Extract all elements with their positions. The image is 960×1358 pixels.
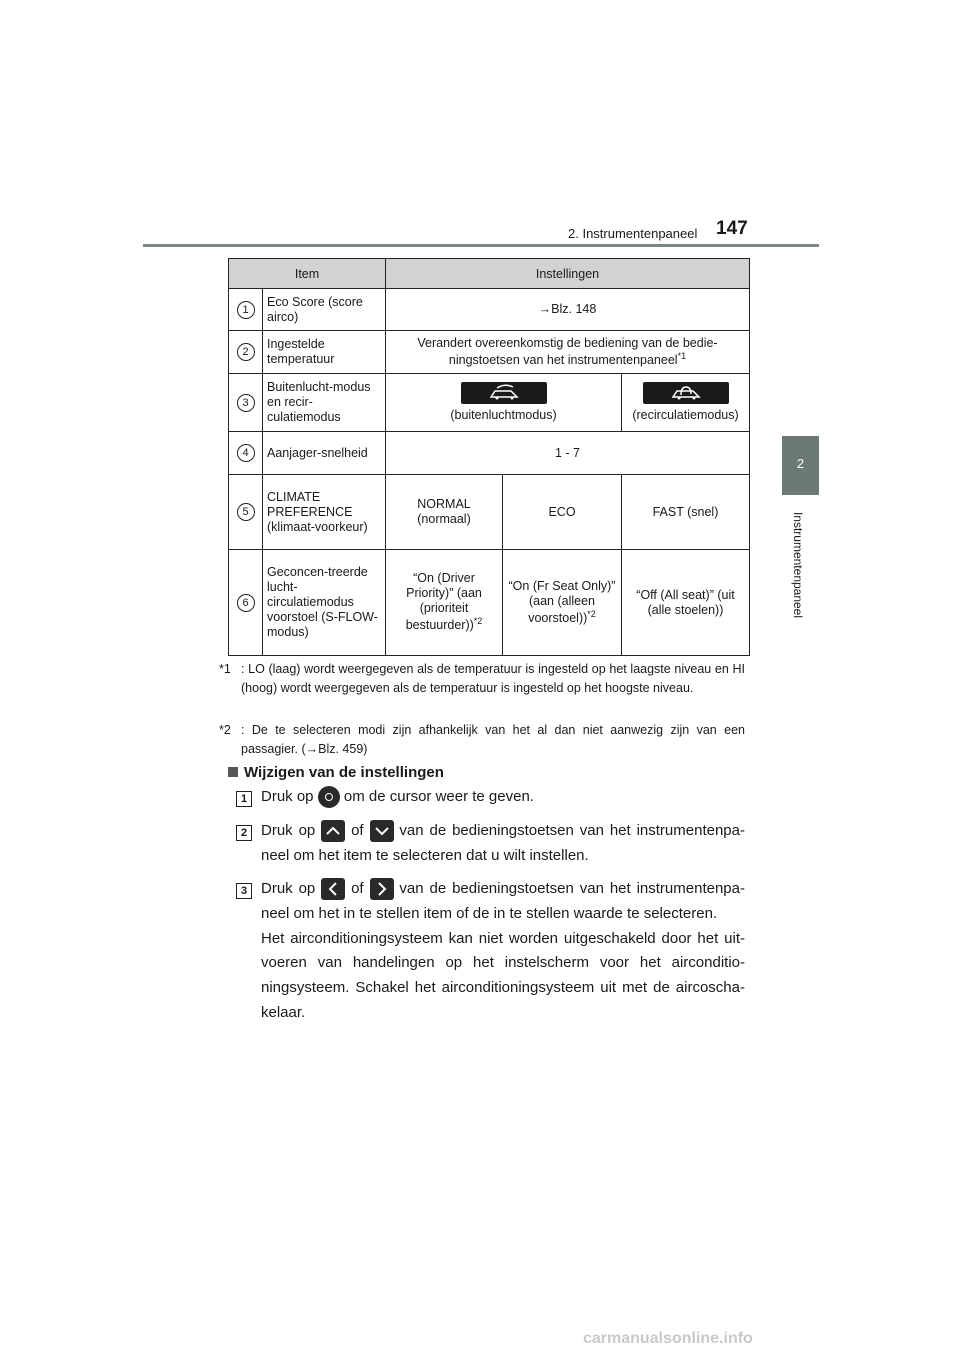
row-option-outside-air: (buitenluchtmodus) (386, 374, 622, 432)
row-option-driver-priority: “On (Driver Priority)” (aan (prioriteit bestuurder))$^{*2}$ (386, 550, 503, 656)
step-note: Het airconditioningsysteem kan niet worden uitgeschakeld door het uit-voeren van handelingen op het instelscherm voor het airconditio-ningsysteem. Schakel het airconditioningsysteem uit met de aircoscha-kelaar. (261, 929, 745, 1021)
row-value: Verandert overeenkomstig de bediening van de bedie-ningstoetsen van het instrumentenpaneel$^{*1}$ (386, 331, 750, 374)
header-rule (143, 244, 819, 247)
row-option-front-seat-only: “On (Fr Seat Only)” (aan (alleen voorstoel))$^{*2}$ (503, 550, 622, 656)
arrow-left-icon (321, 878, 345, 900)
step-number: 1 (236, 791, 252, 807)
row-item-label: Buitenlucht-modus en recir-culatiemodus (263, 374, 386, 432)
footnote-mark: *1 (219, 662, 231, 676)
column-header-item: Item (229, 259, 386, 289)
page-number: 147 (716, 218, 748, 239)
step-1: Druk op om de cursor weer te geven. (261, 785, 745, 810)
row-number-badge: 1 (237, 301, 255, 319)
row-option-normal: NORMAL (normaal) (386, 475, 503, 550)
footnote-ref: *2 (587, 608, 596, 619)
step-2: Druk op of van de bedieningstoetsen van het instrumentenpa-neel om het item te selecteren dat u wilt instellen. (261, 822, 745, 864)
header-section-title: 2. Instrumentenpaneel (568, 226, 698, 241)
table-row (229, 432, 750, 475)
footnote-1 (219, 660, 745, 699)
arrow-up-icon (321, 820, 345, 842)
row-item-label: Geconcen-treerde lucht-circulatiemodus voorstoel (S-FLOW-modus) (263, 550, 386, 656)
row-number-badge: 3 (237, 394, 255, 412)
step-3: Druk op of van de bedieningstoetsen van het instrumentenpa-neel om het in te stellen item of de in te stellen waarde te selecteren. Het airconditioningsysteem kan niet worden uitgeschakeld door het uit-voeren van handelingen op het instelscherm voor het airconditio-ningsysteem. Schakel het airconditioningsysteem uit met de aircoscha-kelaar. (261, 877, 745, 1026)
row-number-badge: 4 (237, 444, 255, 462)
table-row (229, 374, 750, 432)
row-item-label: Eco Score (score airco) (263, 289, 386, 331)
section-title: Wijzigen van de instellingen (228, 764, 444, 781)
settings-table (228, 258, 750, 656)
table-header-row (229, 259, 750, 289)
row-number-badge: 6 (237, 594, 255, 612)
row-item-label: CLIMATE PREFERENCE (klimaat-voorkeur) (263, 475, 386, 550)
table-row (229, 289, 750, 331)
outside-air-mode-icon (461, 382, 547, 404)
footnote-2 (219, 721, 745, 760)
footnote-ref: *1 (677, 350, 687, 361)
table-row (229, 550, 750, 656)
footnote-mark: *2 (219, 723, 231, 737)
arrow-right-icon (370, 878, 394, 900)
row-option-all-seat-off: “Off (All seat)” (uit (alle stoelen)) (622, 550, 750, 656)
table-row (229, 331, 750, 374)
chapter-tab-number: 2 (796, 456, 805, 471)
recirculation-mode-icon (643, 382, 729, 404)
row-item-label: Ingestelde temperatuur (263, 331, 386, 374)
footnote-text: : De te selecteren modi zijn afhankelijk van het al dan niet aanwezig zijn van een passagier. (→Blz. 459) (241, 723, 745, 757)
table-row (229, 475, 750, 550)
row-option-fast: FAST (snel) (622, 475, 750, 550)
ok-button-icon (318, 786, 340, 808)
footnote-text: : LO (laag) wordt weergegeven als de temperatuur is ingesteld op het laagste niveau en HI (hoog) wordt weergegeven als de temperatuur is ingesteld op het hoogste niveau. (241, 662, 745, 696)
section-bullet-icon (228, 767, 238, 777)
step-number: 2 (236, 825, 252, 841)
step-number: 3 (236, 883, 252, 899)
chapter-side-label: Instrumentenpaneel (791, 511, 805, 619)
footnote-ref: *2 (473, 616, 483, 627)
row-option-recirculation: (recirculatiemodus) (622, 374, 750, 432)
column-header-settings: Instellingen (386, 259, 750, 289)
row-number-badge: 5 (237, 503, 255, 521)
arrow-down-icon (370, 820, 394, 842)
row-option-eco: ECO (503, 475, 622, 550)
row-item-label: Aanjager-snelheid (263, 432, 386, 475)
row-value: →Blz. 148 (386, 289, 750, 331)
chapter-tab (782, 436, 819, 495)
watermark: carmanualsonline.info (583, 1330, 753, 1347)
row-number-badge: 2 (237, 343, 255, 361)
row-value: 1 - 7 (386, 432, 750, 475)
